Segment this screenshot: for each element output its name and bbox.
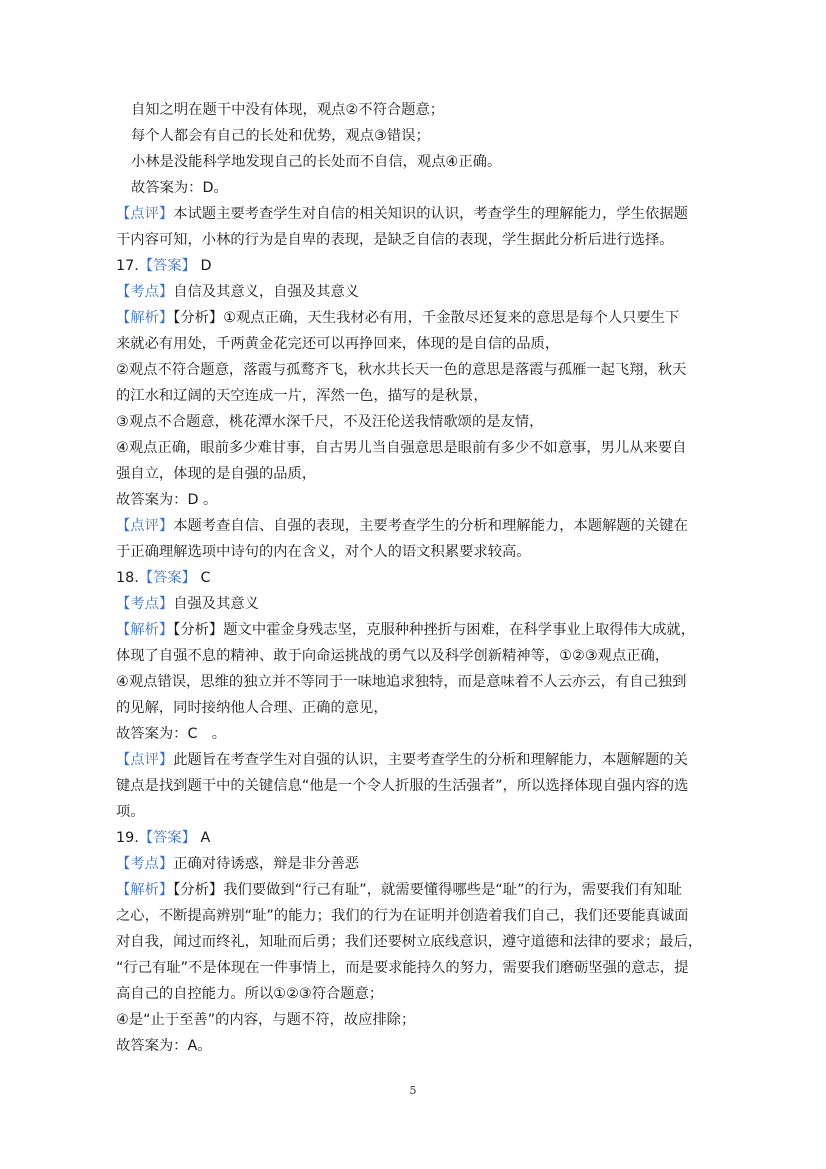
text-line: 小林是没能科学地发现自己的长处而不自信，观点④正确。 — [131, 154, 502, 170]
q18-comment-line — [116, 747, 716, 773]
q19-keypoint-line — [116, 851, 716, 877]
keypoint-text: 自强及其意义 — [173, 596, 259, 612]
comment-tag: 【点评】 — [116, 752, 174, 768]
q18-answer-line — [116, 565, 716, 591]
answer-tag: 【答案】 — [138, 570, 196, 586]
comment-text: 本题考查自信、自强的表现，主要考查学生的分析和理解能力，本题解题的关键在 — [173, 518, 688, 534]
text-line: 来就必有用处，千两黄金花完还可以再挣回来，体现的是自信的品质， — [116, 336, 560, 352]
answer-value: D — [195, 258, 212, 274]
text-line: 每个人都会有自己的长处和优势，观点③错误； — [131, 128, 430, 144]
q18-keypoint-line — [116, 591, 716, 617]
comment-tag: 【点评】 — [116, 206, 174, 222]
page-number: 5 — [409, 1084, 417, 1097]
text-line: 的见解，同时接纳他人合理、正确的意见， — [116, 700, 388, 716]
text-line: ②观点不符合题意，落霞与孤鹜齐飞，秋水共长天一色的意思是落霞与孤雁一起飞翔，秋天 — [116, 362, 687, 378]
question-number: 18. — [116, 570, 139, 586]
q19-analysis-line — [116, 877, 716, 903]
answer-value: A — [195, 830, 211, 846]
text-line: ④是“止于至善”的内容，与题不符，故应排除； — [116, 1012, 416, 1028]
q17-keypoint-line — [116, 279, 716, 305]
comment-text: 此题旨在考查学生对自强的认识，主要考查学生的分析和理解能力，本题解题的关 — [173, 752, 688, 768]
analysis-tag: 【解析】 — [116, 310, 174, 326]
q18-analysis-line — [116, 617, 716, 643]
text-span: 本试题主要考查学生对自信的相关知识的认识，考查学生的理解能力，学生依据题 — [173, 206, 688, 222]
text-line: 高自己的自控能力。所以①②③符合题意； — [116, 986, 384, 1002]
text-line: “行己有耻”不是体现在一件事情上，而是要求能持久的努力，需要我们磨砺坚强的意志，提 — [116, 960, 689, 976]
q17-comment-line — [116, 513, 716, 539]
text-line: 对自我，闻过而终礼，知耻而后勇；我们还要树立底线意识，遵守道德和法律的要求；最后， — [116, 934, 703, 950]
keypoint-text: 自信及其意义，自强及其意义 — [173, 284, 360, 300]
comment-line — [116, 201, 716, 227]
text-line: ③观点不合题意，桃花潭水深千尺，不及汪伦送我情歌颂的是友情， — [116, 414, 544, 430]
text-line: 故答案为：A。 — [116, 1038, 212, 1054]
analysis-tag: 【解析】 — [116, 622, 174, 638]
text-line: 于正确理解选项中诗句的内在含义，对个人的语文积累要求较高。 — [116, 544, 531, 560]
answer-tag: 【答案】 — [138, 830, 196, 846]
text-line: 之心，不断提高辨别“耻”的能力；我们的行为在证明并创造着我们自己，我们还要能真诚面 — [116, 908, 689, 924]
question-number: 17. — [116, 258, 139, 274]
keypoint-tag: 【考点】 — [116, 596, 174, 612]
analysis-tag: 【解析】 — [116, 882, 174, 898]
analysis-text: 【分析】①观点正确，天生我材必有用，千金散尽还复来的意思是每个人只要生下 — [173, 310, 680, 326]
analysis-text: 【分析】我们要做到“行己有耻”，就需要懂得哪些是“耻”的行为，需要我们有知耻 — [173, 882, 682, 898]
q17-answer-line — [116, 253, 716, 279]
text-line: 故答案为：C 。 — [116, 726, 227, 742]
text-line: 体现了自强不息的精神、敢于向命运挑战的勇气以及科学创新精神等，①②③观点正确， — [116, 648, 670, 664]
text-line: 故答案为：D 。 — [116, 492, 218, 508]
text-line: 自知之明在题干中没有体现，观点②不符合题意； — [131, 102, 445, 118]
text-line: 项。 — [116, 804, 145, 820]
comment-tag: 【点评】 — [116, 518, 174, 534]
question-number: 19. — [116, 830, 139, 846]
text-line: 故答案为：D。 — [131, 180, 228, 196]
keypoint-text: 正确对待诱惑，辩是非分善恶 — [173, 856, 360, 872]
text-line: 强自立，体现的是自强的品质， — [116, 466, 317, 482]
keypoint-tag: 【考点】 — [116, 856, 174, 872]
text-line: 键点是找到题干中的关键信息“他是一个令人折服的生活强者”，所以选择体现自强内容的选 — [116, 778, 689, 794]
answer-tag: 【答案】 — [138, 258, 196, 274]
analysis-text: 【分析】题文中霍金身残志坚，克服种种挫折与困难，在科学事业上取得伟大成就， — [173, 622, 696, 638]
text-line: 干内容可知，小林的行为是自卑的表现，是缺乏自信的表现，学生据此分析后进行选择。 — [116, 232, 674, 248]
text-line: ④观点错误，思维的独立并不等同于一味地追求独特，而是意味着不人云亦云，有自己独到 — [116, 674, 687, 690]
text-line: 的江水和辽阔的天空连成一片，浑然一色，描写的是秋景， — [116, 388, 488, 404]
q19-answer-line — [116, 825, 716, 851]
page-content — [116, 97, 716, 1059]
q17-analysis-line — [116, 305, 716, 331]
keypoint-tag: 【考点】 — [116, 284, 174, 300]
text-line: ④观点正确，眼前多少难甘事，自古男儿当自强意思是眼前有多少不如意事，男儿从来要自 — [116, 440, 687, 456]
answer-value: C — [195, 570, 211, 586]
